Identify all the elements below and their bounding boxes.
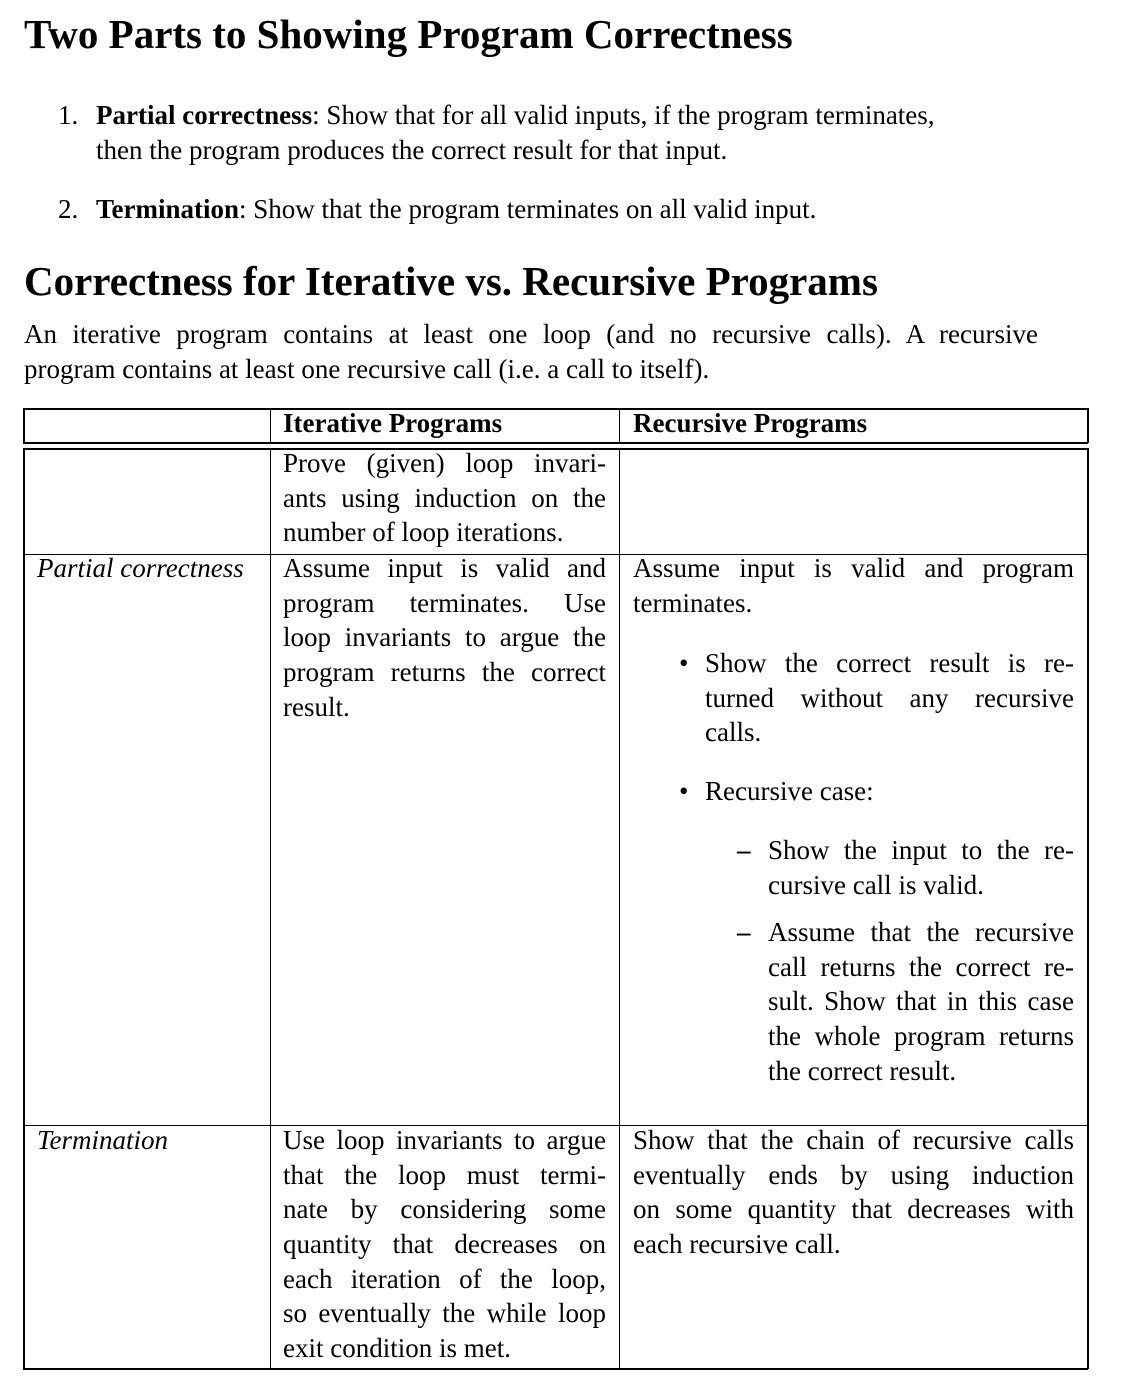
text-line: ants using induction on the: [283, 482, 606, 513]
text-line: An iterative program contains at least one loop (and no recursive calls). A recursive: [24, 319, 1038, 349]
table-border: [23, 442, 1088, 444]
table-border: [270, 408, 271, 443]
table-border: [23, 1368, 1088, 1370]
cell-iterative-partial: [283, 551, 606, 724]
list-term: Termination: [96, 194, 240, 224]
table-border: [619, 408, 620, 443]
text-line: Assume that the recursive: [768, 917, 1074, 947]
row-label-termination: Termination: [37, 1125, 169, 1155]
table-border: [23, 408, 1088, 410]
table-border: [1087, 448, 1089, 1369]
text-line: calls.: [705, 717, 762, 748]
text-line: eventually ends by using induction: [633, 1159, 1074, 1190]
bullet-icon: •: [679, 776, 689, 806]
text-line: so eventually the while loop: [283, 1298, 606, 1329]
bullet-icon: •: [679, 648, 689, 678]
text-line: Show the input to the re-: [768, 835, 1074, 865]
text-line: exit condition is met.: [283, 1333, 511, 1364]
cell-iterative-loop-invariants: [283, 446, 606, 550]
bullet-recursive-case: [705, 774, 1074, 809]
text-line: Assume input is valid and: [283, 553, 606, 583]
list-item-partial-correctness: [58, 98, 1058, 168]
cell-iterative-termination: [283, 1123, 606, 1366]
list-number: 1.: [58, 100, 79, 130]
text-line: Use loop invariants to argue: [283, 1125, 606, 1155]
cell-recursive-termination: [633, 1123, 1074, 1262]
section-title-iterative-vs-recursive: Correctness for Iterative vs. Recursive Programs: [24, 258, 878, 304]
dash-input-valid: [768, 833, 1074, 902]
section-title-two-parts: Two Parts to Showing Program Correctness: [24, 11, 793, 57]
list-item-termination: [58, 192, 1058, 227]
text-line: Show the correct result is re-: [705, 648, 1074, 678]
bullet-base-case: [705, 646, 1074, 750]
text-line: program terminates. Use: [283, 587, 606, 618]
table-border: [619, 448, 620, 1369]
cell-recursive-partial-intro: [633, 551, 1074, 620]
text-line: program contains at least one recursive call (i.e. a call to itself).: [24, 353, 710, 384]
list-text: then the program produces the correct result for that input.: [96, 135, 728, 165]
row-label-partial-correctness: Partial correctness: [37, 553, 244, 583]
list-text: : Show that for all valid inputs, if the program terminates,: [312, 100, 935, 130]
table-border: [23, 408, 25, 443]
list-term: Partial correctness: [96, 100, 313, 130]
text-line: Show that the chain of recursive calls: [633, 1125, 1074, 1155]
table-border: [270, 448, 271, 1369]
text-line: loop invariants to argue the: [283, 622, 606, 653]
text-line: each iteration of the loop,: [283, 1263, 606, 1294]
text-line: quantity that decreases on: [283, 1229, 606, 1260]
text-line: the correct result.: [768, 1055, 957, 1086]
dash-icon: –: [737, 835, 751, 865]
text-line: cursive call is valid.: [768, 869, 984, 900]
text-line: on some quantity that decreases with: [633, 1194, 1074, 1225]
text-line: sult. Show that in this case: [768, 986, 1074, 1017]
text-line: result.: [283, 691, 350, 722]
text-line: terminates.: [633, 587, 753, 618]
table-header-recursive: Recursive Programs: [633, 408, 868, 438]
text-line: program returns the correct: [283, 657, 606, 688]
text-line: turned without any recursive: [705, 682, 1074, 713]
text-line: call returns the correct re-: [768, 951, 1074, 982]
table-border: [1087, 408, 1089, 443]
text-line: that the loop must termi-: [283, 1159, 606, 1190]
table-border: [23, 448, 25, 1369]
text-line: the whole program returns: [768, 1021, 1074, 1052]
list-text: : Show that the program terminates on all valid input.: [239, 194, 817, 224]
text-line: Assume input is valid and program: [633, 553, 1074, 583]
dash-icon: –: [737, 917, 751, 947]
text-line: Prove (given) loop invari-: [283, 448, 606, 478]
text-line: each recursive call.: [633, 1229, 841, 1260]
table-header-iterative: Iterative Programs: [283, 408, 503, 438]
dash-assume-correct: [768, 915, 1074, 1088]
text-line: Recursive case:: [705, 776, 874, 806]
text-line: nate by considering some: [283, 1194, 606, 1225]
list-number: 2.: [58, 194, 79, 224]
text-line: number of loop iterations.: [283, 517, 564, 548]
intro-paragraph: [24, 317, 1038, 386]
